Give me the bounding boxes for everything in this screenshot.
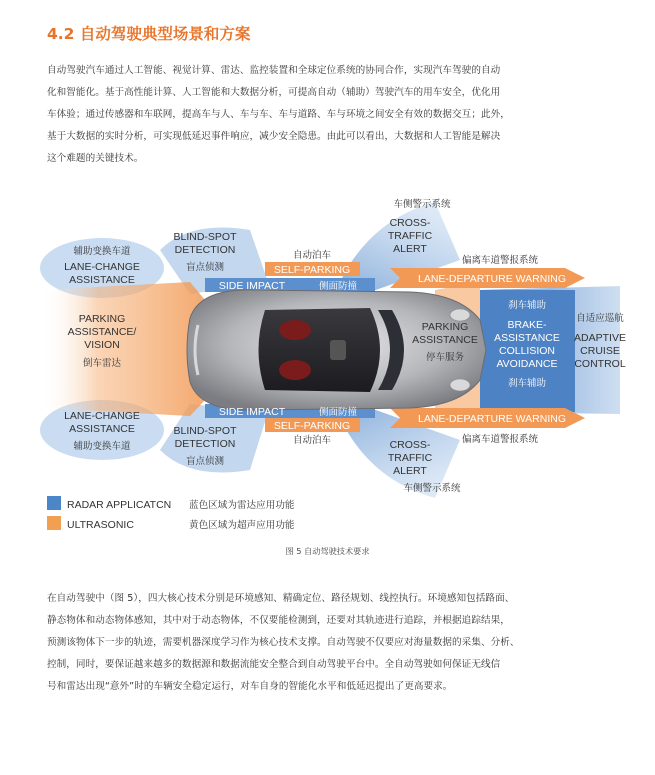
lane-change-top-cn: 辅助变换车道 bbox=[73, 246, 131, 257]
cross-traffic-top-en1: CROSS- bbox=[389, 217, 431, 229]
intro-line: 化和智能化。基于高性能计算、人工智能和大数据分析，可提高自动（辅助）驾驶汽车的用车安全，优化用 bbox=[47, 87, 501, 98]
parking-front-en2: ASSISTANCE bbox=[412, 334, 478, 346]
parking-rear-cn: 倒车雷达 bbox=[82, 358, 122, 369]
self-parking-top-en: SELF-PARKING bbox=[273, 264, 351, 276]
blind-spot-bottom-cn: 盲点侦测 bbox=[185, 456, 225, 467]
parking-rear-en1: PARKING bbox=[78, 313, 126, 325]
body-line: 在自动驾驶中（图 5），四大核心技术分别是环境感知、精确定位、路径规划、线控执行。环境感知包括路面、 bbox=[47, 593, 515, 604]
body-line: 控制，同时，要保证越来越多的数据源和数据流能安全整合到自动驾驶平台中。全自动驾驶如何保证无线信 bbox=[47, 659, 501, 670]
blind-spot-bottom-en2: DETECTION bbox=[174, 438, 236, 450]
acc-cn: 自适应巡航 bbox=[576, 313, 624, 324]
legend-ultrasonic-label: ULTRASONIC bbox=[67, 519, 134, 531]
acc-en2: CRUISE bbox=[580, 345, 620, 357]
car-illustration bbox=[187, 290, 486, 410]
parking-front-cn: 停车服务 bbox=[425, 352, 465, 363]
brake-assist-en2: ASSISTANCE bbox=[494, 332, 560, 344]
legend-ultrasonic bbox=[47, 516, 295, 531]
side-impact-bottom-en: SIDE IMPACT bbox=[218, 406, 286, 418]
brake-assist-bottom-cn: 刹车辅助 bbox=[507, 378, 547, 389]
cross-traffic-bottom-cn: 车侧警示系统 bbox=[403, 483, 461, 494]
body-line: 预测该物体下一步的轨迹，需要机器深度学习作为核心技术支撑。自动驾驶不仅要应对海量数据的采集、分析、 bbox=[47, 637, 520, 648]
blind-spot-top-en1: BLIND-SPOT bbox=[173, 231, 237, 243]
lane-change-bottom-cn: 辅助变换车道 bbox=[73, 441, 131, 452]
legend-radar bbox=[47, 496, 295, 511]
self-parking-bottom-en: SELF-PARKING bbox=[273, 420, 351, 432]
parking-rear-en3: VISION bbox=[84, 339, 120, 351]
acc-en1: ADAPTIVE bbox=[574, 332, 626, 344]
brake-assist-en3: COLLISION bbox=[498, 345, 556, 357]
parking-rear-zone bbox=[40, 282, 205, 416]
section-heading: 4.2 自动驾驶典型场景和方案 bbox=[47, 25, 251, 43]
legend-radar-label: RADAR APPLICATCN bbox=[67, 499, 172, 511]
intro-line: 基于大数据的实时分析，可实现低延迟事件响应，减少安全隐患。由此可以看出，大数据和人工智能是解决 bbox=[47, 131, 501, 142]
legend-ultrasonic-swatch bbox=[47, 516, 61, 530]
adas-diagram bbox=[40, 190, 626, 535]
adas-diagram-svg bbox=[40, 190, 626, 535]
parking-rear-en2: ASSISTANCE/ bbox=[67, 326, 137, 338]
side-impact-bottom-cn: 侧面防撞 bbox=[318, 407, 358, 418]
self-parking-top-cn: 自动泊车 bbox=[292, 250, 332, 261]
lane-departure-top-en: LANE-DEPARTURE WARNING bbox=[418, 273, 566, 285]
lane-departure-bottom-en: LANE-DEPARTURE WARNING bbox=[418, 413, 566, 425]
lane-departure-top-cn: 偏离车道警报系统 bbox=[461, 255, 539, 266]
body-line: 号和雷达出现“意外”时的车辆安全稳定运行，对车自身的智能化水平和低延迟提出了更高要求。 bbox=[47, 681, 453, 692]
figure-caption: 图 5 自动驾驶技术要求 bbox=[285, 546, 370, 556]
intro-line: 车体验；通过传感器和车联网，提高车与人、车与车、车与道路、车与环境之间安全有效的数据交互；此外， bbox=[47, 109, 510, 120]
cross-traffic-bottom-en1: CROSS- bbox=[389, 439, 431, 451]
lane-change-top-en2: ASSISTANCE bbox=[69, 274, 135, 286]
self-parking-bottom-cn: 自动泊车 bbox=[292, 435, 332, 446]
body-paragraph bbox=[47, 588, 612, 698]
blind-spot-top-en2: DETECTION bbox=[174, 244, 236, 256]
legend-ultrasonic-desc: 黄色区域为超声应用功能 bbox=[189, 520, 295, 531]
cross-traffic-top-cn: 车侧警示系统 bbox=[393, 199, 451, 210]
side-impact-top-cn: 侧面防撞 bbox=[318, 281, 358, 292]
cross-traffic-bottom-en3: ALERT bbox=[393, 465, 427, 477]
acc-en3: CONTROL bbox=[574, 358, 626, 370]
intro-paragraph bbox=[47, 60, 612, 170]
lane-change-bottom-en1: LANE-CHANGE bbox=[64, 410, 140, 422]
brake-assist-top-cn: 刹车辅助 bbox=[507, 300, 547, 311]
lane-change-top-en1: LANE-CHANGE bbox=[64, 261, 140, 273]
parking-front-en1: PARKING bbox=[421, 321, 469, 333]
side-impact-top-en: SIDE IMPACT bbox=[218, 280, 286, 292]
blind-spot-top-cn: 盲点侦测 bbox=[185, 262, 225, 273]
cross-traffic-top-en3: ALERT bbox=[393, 243, 427, 255]
blind-spot-bottom-en1: BLIND-SPOT bbox=[173, 425, 237, 437]
brake-assist-en4: AVOIDANCE bbox=[496, 358, 558, 370]
intro-line: 这个难题的关键技术。 bbox=[47, 153, 144, 164]
intro-line: 自动驾驶汽车通过人工智能、视觉计算、雷达、监控装置和全球定位系统的协同合作，实现汽车驾驶的自动 bbox=[47, 65, 501, 76]
cross-traffic-top-en2: TRAFFIC bbox=[387, 230, 433, 242]
legend-radar-swatch bbox=[47, 496, 61, 510]
body-line: 静态物体和动态物体感知，其中对于动态物体，不仅要能检测到，还要对其轨迹进行追踪，并根据追踪结果， bbox=[47, 615, 510, 626]
legend-radar-desc: 蓝色区域为雷达应用功能 bbox=[189, 500, 295, 511]
lane-departure-bottom-cn: 偏离车道警报系统 bbox=[461, 434, 539, 445]
brake-assist-en1: BRAKE- bbox=[507, 319, 547, 331]
cross-traffic-bottom-en2: TRAFFIC bbox=[387, 452, 433, 464]
lane-change-bottom-en2: ASSISTANCE bbox=[69, 423, 135, 435]
